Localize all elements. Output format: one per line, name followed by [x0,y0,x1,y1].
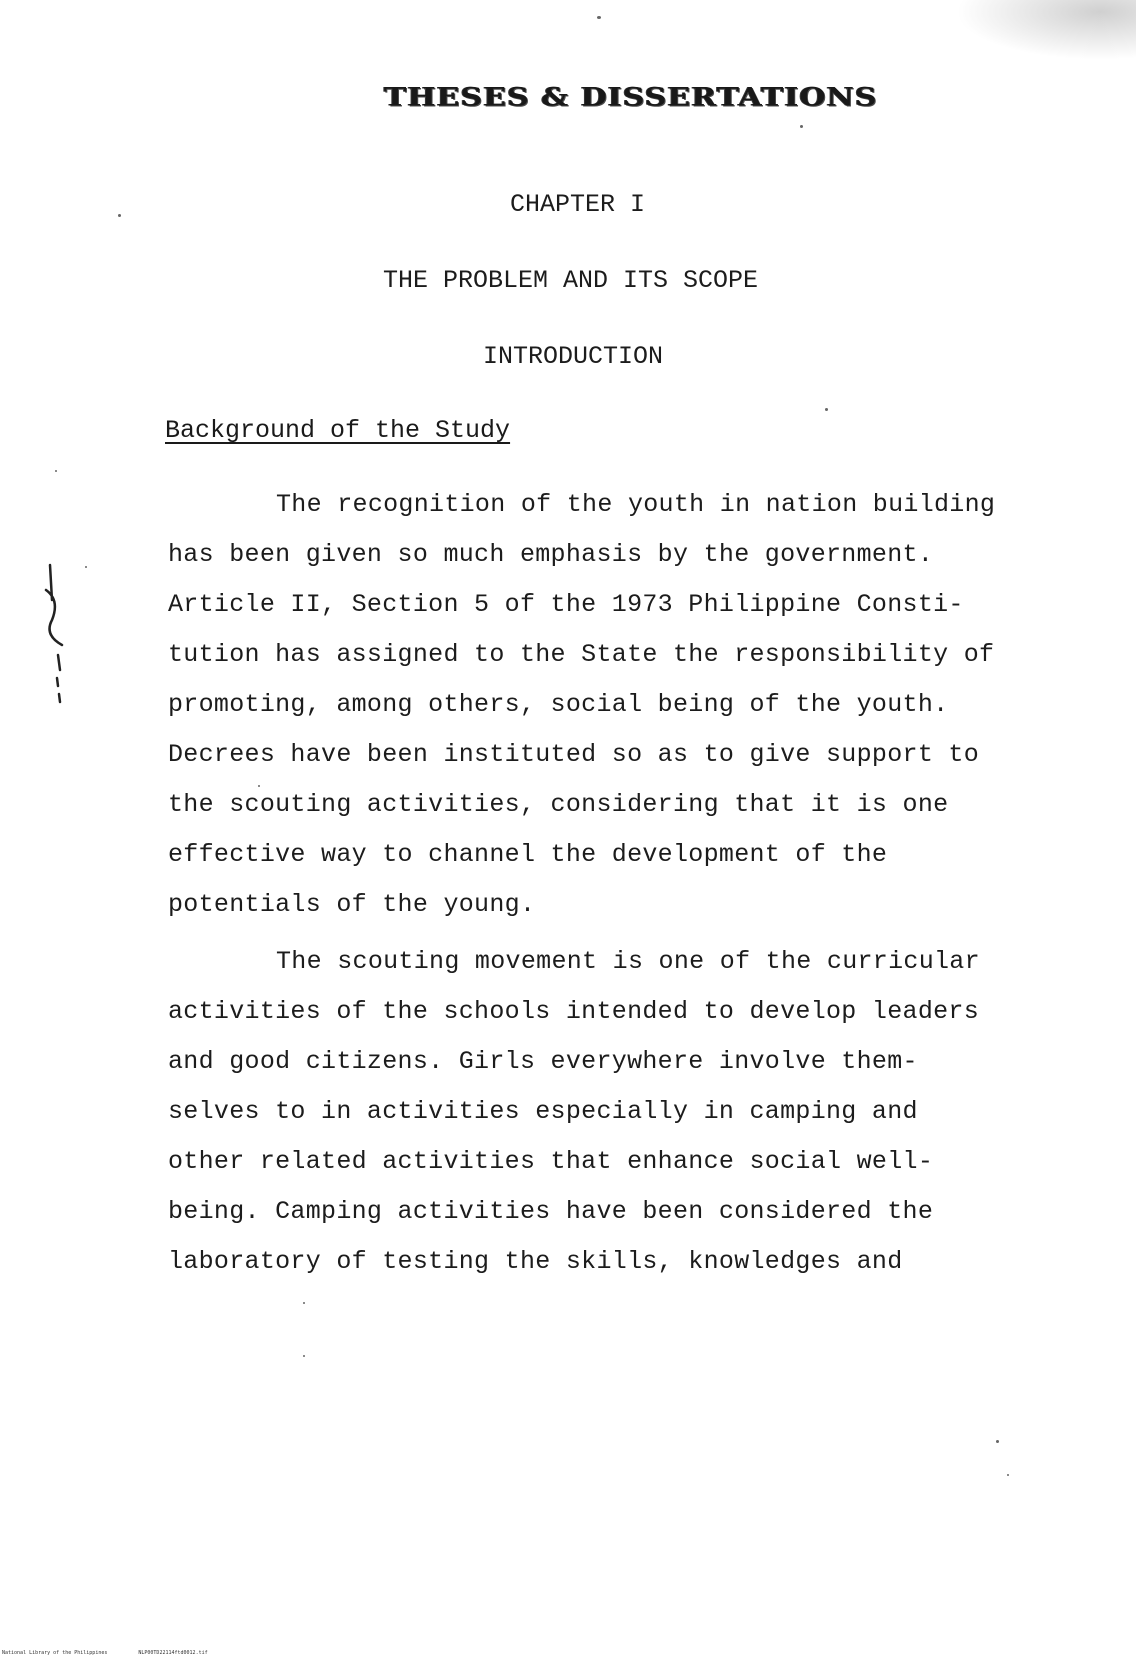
section-heading-background: Background of the Study [165,416,511,445]
paragraph-line: being. Camping activities have been considered the [168,1197,934,1226]
paragraph-line: potentials of the young. [168,890,536,919]
paragraph-line: The recognition of the youth in nation building [276,490,996,519]
paragraph-line: effective way to channel the development of the [168,840,888,869]
theses-dissertations-stamp: THESES & DISSERTATIONS [384,82,878,113]
paragraph-line: has been given so much emphasis by the government. [168,540,934,569]
paragraph-line: tution has assigned to the State the responsibility of [168,640,995,669]
scan-speck [1007,1474,1009,1476]
chapter-title: THE PROBLEM AND ITS SCOPE [383,266,759,295]
paragraph-1 [168,480,1028,930]
scan-speck [996,1440,999,1443]
scan-speck [825,408,828,411]
scan-speck [303,1355,305,1357]
scan-speck [258,785,260,787]
footer-filename: NLP00TD22114ftd0012.tif [138,1650,208,1656]
scan-noise [956,0,1136,60]
introduction-heading: INTRODUCTION [483,342,664,371]
scan-speck [55,470,57,472]
paragraph-line: other related activities that enhance social well- [168,1147,934,1176]
paragraph-line: and good citizens. Girls everywhere involve them- [168,1047,918,1076]
paragraph-line: promoting, among others, social being of the youth. [168,690,949,719]
scan-speck [85,566,87,568]
chapter-heading: CHAPTER I [510,190,646,219]
scan-speck [800,125,803,128]
paragraph-line: Decrees have been instituted so as to give support to [168,740,980,769]
scan-speck [118,214,121,217]
paragraph-line: activities of the schools intended to develop leaders [168,997,980,1026]
handwritten-margin-mark [42,560,72,710]
paragraph-line: laboratory of testing the skills, knowledges and [168,1247,903,1276]
paragraph-line: Article II, Section 5 of the 1973 Philippine Consti- [168,590,964,619]
paragraph-2 [168,937,1028,1287]
paragraph-line: the scouting activities, considering that it is one [168,790,949,819]
scan-speck [597,16,601,19]
footer-library: National Library of the Philippines [2,1650,108,1656]
scan-footer [2,1650,236,1656]
scan-speck [303,1302,305,1304]
paragraph-line: selves to in activities especially in camping and [168,1097,918,1126]
paragraph-line: The scouting movement is one of the curricular [276,947,980,976]
